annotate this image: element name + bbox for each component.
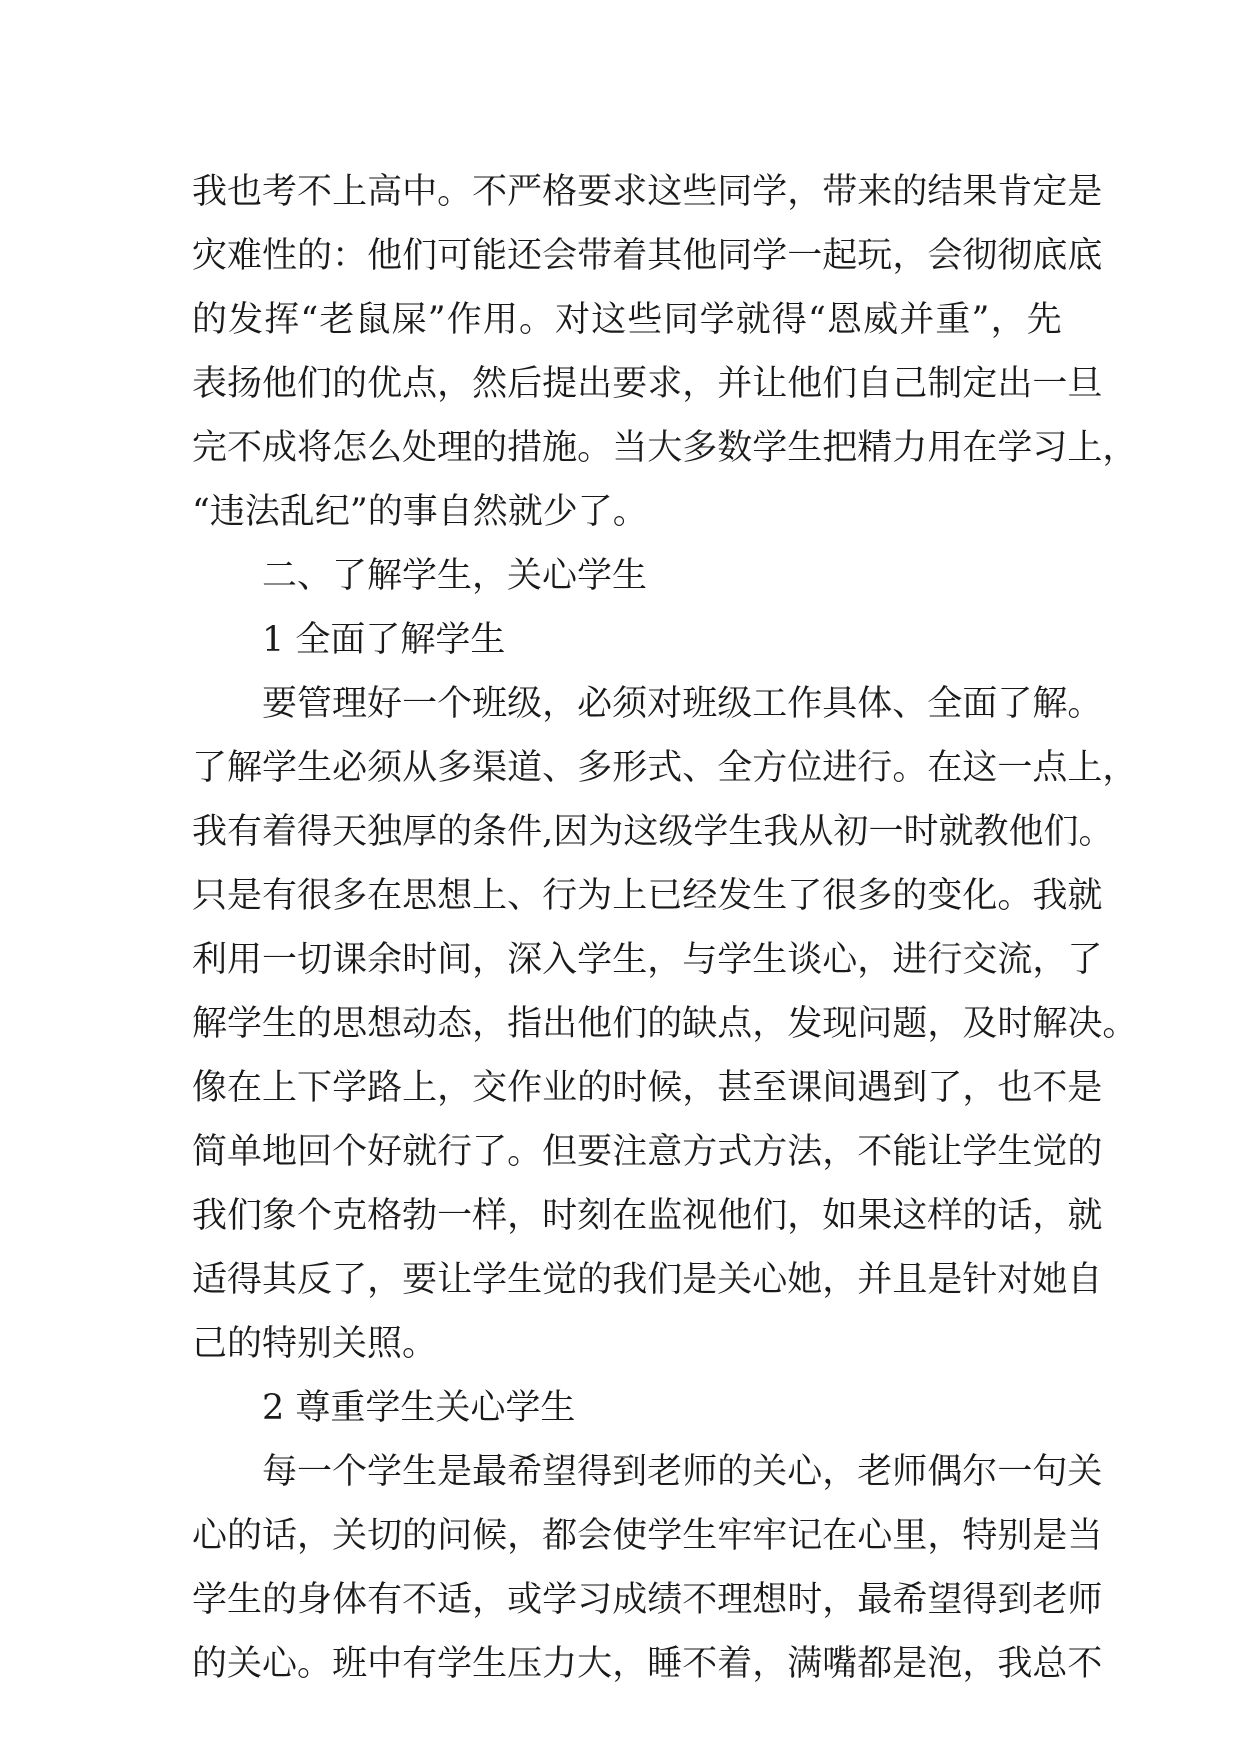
text-line: 只 是 有 很 多 在 思 想 上 、 行 为 上 已 经 发 生 了 很 多 的 变 化 。 我 就 (192, 876, 1103, 916)
text-line: 了 解 学 生 必 须 从 多 渠 道 、 多 形 式 、 全 方 位 进 行 。 在 这 一 点 上 ， (192, 748, 1138, 788)
text-line: 完 不 成 将 怎 么 处 理 的 措 施 。 当 大 多 数 学 生 把 精 力 用 在 学 习 上 ， (192, 428, 1138, 468)
text-line: 简 单 地 回 个 好 就 行 了 。 但 要 注 意 方 式 方 法 ， 不 能 让 学 生 觉 的 (192, 1132, 1103, 1172)
text-line: 灾 难 性 的 ： 他 们 可 能 还 会 带 着 其 他 同 学 一 起 玩 ， 会 彻 彻 底 底 (192, 236, 1103, 276)
text-line: 二、了解学生，关心学生 (262, 556, 648, 596)
text-line: 每 一 个 学 生 是 最 希 望 得 到 老 师 的 关 心 ， 老 师 偶 尔 一 句 关 (262, 1452, 1103, 1492)
text-line: “违法乱纪”的事自然就少了。 (192, 492, 648, 532)
text-line: 利 用 一 切 课 余 时 间 ， 深 入 学 生 ， 与 学 生 谈 心 ， 进 行 交 流 ， 了 (192, 940, 1103, 980)
text-line: 要 管 理 好 一 个 班 级 ， 必 须 对 班 级 工 作 具 体 、 全 面 了 解 。 (262, 684, 1103, 724)
text-line: 我 也 考 不 上 高 中 。 不 严 格 要 求 这 些 同 学 ， 带 来 的 结 果 肯 定 是 (192, 172, 1103, 212)
text-line: 的 关 心 。 班 中 有 学 生 压 力 大 ， 睡 不 着 ， 满 嘴 都 是 泡 ， 我 总 不 (192, 1644, 1103, 1684)
body-text (192, 160, 1138, 1696)
text-line: 的 发 挥 “ 老 鼠 屎 ” 作 用 。 对 这 些 同 学 就 得 “ 恩 威 并 重 ” ， 先 (192, 300, 1062, 340)
text-line: 我 们 象 个 克 格 勃 一 样 ， 时 刻 在 监 视 他 们 ， 如 果 这 样 的 话 ， 就 (192, 1196, 1103, 1236)
text-line: 像 在 上 下 学 路 上 ， 交 作 业 的 时 候 ， 甚 至 课 间 遇 到 了 ， 也 不 是 (192, 1068, 1103, 1108)
text-line: 己的特别关照。 (192, 1324, 438, 1364)
text-line: 心 的 话 ， 关 切 的 问 候 ， 都 会 使 学 生 牢 牢 记 在 心 里 ， 特 别 是 当 (192, 1516, 1103, 1556)
text-line: 我 有 着 得 天 独 厚 的 条 件 , 因 为 这 级 学 生 我 从 初 一 时 就 教 他 们 。 (192, 812, 1114, 852)
text-line: 学 生 的 身 体 有 不 适 ， 或 学 习 成 绩 不 理 想 时 ， 最 希 望 得 到 老 师 (192, 1580, 1103, 1620)
text-line: 表 扬 他 们 的 优 点 ， 然 后 提 出 要 求 ， 并 让 他 们 自 己 制 定 出 一 旦 (192, 364, 1103, 404)
text-line: 适 得 其 反 了 ， 要 让 学 生 觉 的 我 们 是 关 心 她 ， 并 且 是 针 对 她 自 (192, 1260, 1103, 1300)
text-line: 2 尊重学生关心学生 (262, 1388, 576, 1428)
text-line: 解 学 生 的 思 想 动 态 ， 指 出 他 们 的 缺 点 ， 发 现 问 题 ， 及 时 解 决 。 (192, 1004, 1138, 1044)
text-line: 1 全面了解学生 (262, 620, 506, 660)
